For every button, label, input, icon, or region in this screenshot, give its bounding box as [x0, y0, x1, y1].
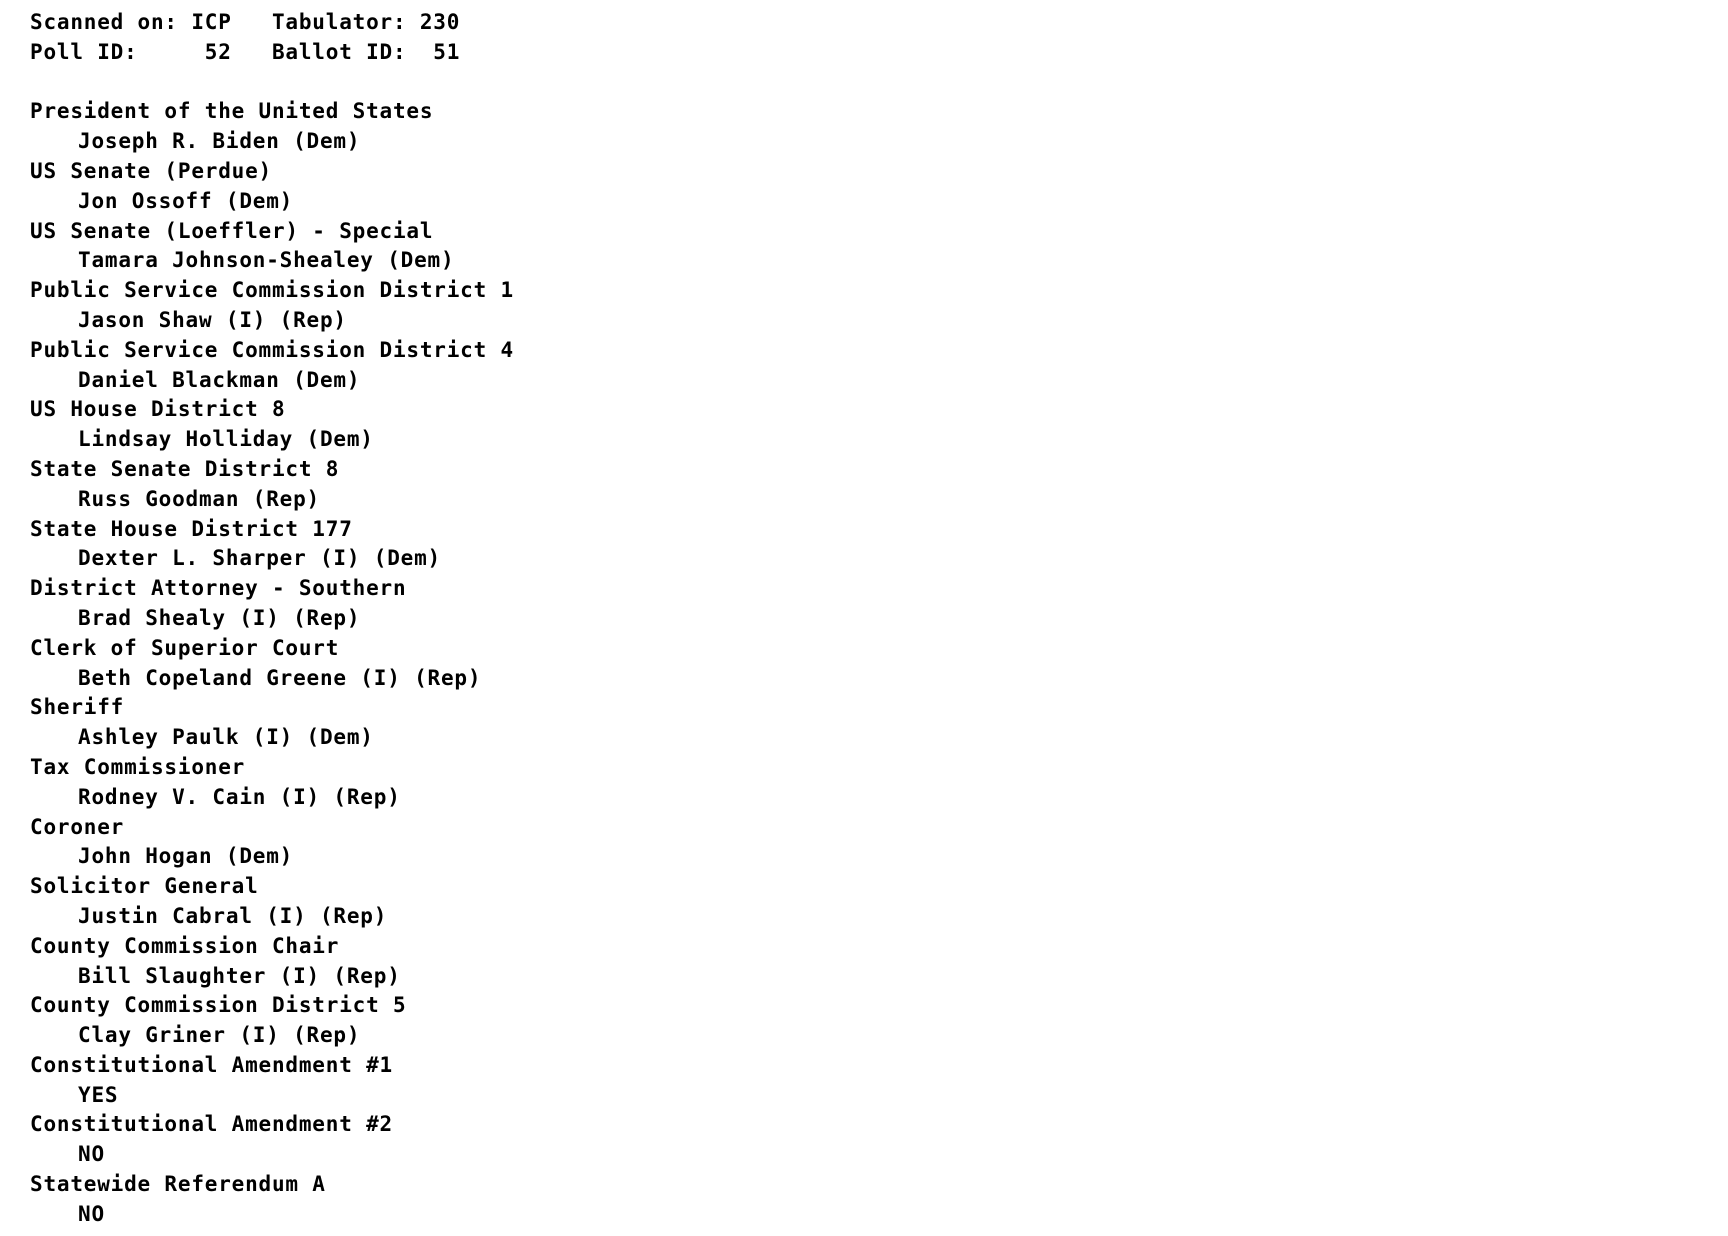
ballot-selections-list — [30, 97, 1728, 1229]
contest-title: Clerk of Superior Court — [30, 635, 340, 660]
contest-choice: Brad Shealy (I) (Rep) — [78, 605, 361, 630]
contest-choice: Lindsay Holliday (Dem) — [78, 427, 374, 452]
contest-title: Constitutional Amendment #1 — [30, 1052, 393, 1077]
contest-title: Tax Commissioner — [30, 754, 246, 779]
contest-title: Coroner — [30, 814, 125, 839]
contest-choice: Jon Ossoff (Dem) — [78, 188, 294, 213]
contest-title: Sheriff — [30, 695, 125, 720]
header-spacer — [30, 68, 1728, 98]
contest-title: District Attorney - Southern — [30, 576, 407, 601]
contest-choice: Jason Shaw (I) (Rep) — [78, 307, 347, 332]
contest-choice: Daniel Blackman (Dem) — [78, 367, 361, 392]
contest-choice: John Hogan (Dem) — [78, 844, 294, 869]
contest-choice: Dexter L. Sharper (I) (Dem) — [78, 546, 441, 571]
contest-title: President of the United States — [30, 99, 434, 124]
contest-choice: YES — [78, 1082, 119, 1107]
contest-title: Constitutional Amendment #2 — [30, 1112, 393, 1137]
contest-choice: Joseph R. Biden (Dem) — [78, 129, 361, 154]
scan-header-line-2: Poll ID: 52 Ballot ID: 51 — [30, 39, 461, 64]
contest-choice: Justin Cabral (I) (Rep) — [78, 903, 388, 928]
contest-choice: Clay Griner (I) (Rep) — [78, 1023, 361, 1048]
contest-choice: NO — [78, 1201, 105, 1226]
contest-choice: Tamara Johnson-Shealey (Dem) — [78, 248, 455, 273]
contest-choice: Bill Slaughter (I) (Rep) — [78, 963, 401, 988]
contest-title: Solicitor General — [30, 874, 259, 899]
contest-choice: Ashley Paulk (I) (Dem) — [78, 725, 374, 750]
contest-choice: Russ Goodman (Rep) — [78, 486, 320, 511]
contest-title: US Senate (Loeffler) - Special — [30, 218, 434, 243]
contest-choice: NO — [78, 1142, 105, 1167]
scan-header-line-1: Scanned on: ICP Tabulator: 230 — [30, 10, 461, 34]
contest-title: State Senate District 8 — [30, 456, 340, 481]
contest-title: County Commission District 5 — [30, 993, 407, 1018]
contest-title: US Senate (Perdue) — [30, 158, 272, 183]
contest-choice: Beth Copeland Greene (I) (Rep) — [78, 665, 482, 690]
contest-title: State House District 177 — [30, 516, 353, 541]
contest-title: Public Service Commission District 1 — [30, 278, 514, 303]
contest-title: Public Service Commission District 4 — [30, 337, 514, 362]
contest-title: US House District 8 — [30, 397, 286, 422]
contest-title: County Commission Chair — [30, 933, 340, 958]
contest-title: Statewide Referendum A — [30, 1172, 326, 1197]
contest-choice: Rodney V. Cain (I) (Rep) — [78, 784, 401, 809]
